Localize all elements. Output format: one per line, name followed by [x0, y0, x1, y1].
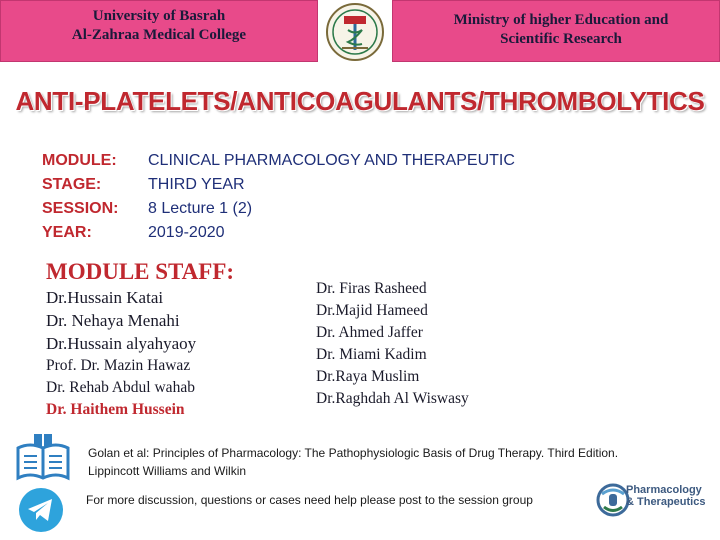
staff-member: Dr.Raghdah Al Wiswasy: [316, 390, 469, 407]
pharmacology-brand: [596, 478, 708, 524]
page-title: ANTI-PLATELETS/ANTICOAGULANTS/THROMBOLYTICS: [15, 86, 705, 116]
module-label: MODULE:: [42, 152, 117, 169]
staff-member: Dr.Majid Hameed: [316, 302, 428, 319]
ministry-name: Ministry of higher Education and: [453, 12, 669, 28]
module-staff-right: [316, 278, 469, 410]
staff-member: Dr. Rehab Abdul wahab: [46, 379, 195, 396]
staff-member: Dr. Ahmed Jaffer: [316, 324, 423, 341]
header-right-banner: [392, 0, 720, 62]
college-name: Al-Zahraa Medical College: [71, 27, 247, 43]
pharmacology-brand-icon: [596, 480, 630, 520]
session-label: SESSION:: [42, 200, 119, 217]
module-staff-left: [46, 258, 234, 421]
brand-line: & Therapeutics: [626, 496, 706, 508]
reference-line: Golan et al: Principles of Pharmacology: The Pathophysiologic Basis of Drug Therapy. Third Edition.: [88, 446, 619, 460]
brand-line: Pharmacology: [626, 484, 702, 496]
reference-citation: [88, 444, 698, 480]
ministry-name-cont: Scientific Research: [500, 31, 622, 47]
book-icon: [14, 434, 72, 482]
staff-member: Dr.Hussain Katai: [46, 288, 164, 307]
header-left-banner: [0, 0, 318, 62]
staff-member: Dr. Nehaya Menahi: [46, 311, 180, 330]
stage-label: STAGE:: [42, 176, 102, 193]
staff-member: Dr. Miami Kadim: [316, 346, 427, 363]
discussion-note: For more discussion, questions or cases need help please post to the session group: [86, 493, 533, 507]
staff-member: Dr.Hussain alyahyaoy: [46, 334, 197, 353]
brand-text: [626, 484, 705, 508]
university-name: University of Basrah: [92, 8, 226, 24]
session-value: 8 Lecture 1 (2): [148, 200, 253, 217]
staff-member: Prof. Dr. Mazin Hawaz: [46, 357, 191, 374]
module-value: CLINICAL PHARMACOLOGY AND THERAPEUTIC: [148, 152, 515, 169]
telegram-icon[interactable]: [18, 487, 64, 533]
staff-member: Dr. Firas Rasheed: [316, 280, 427, 297]
staff-member: Dr.Raya Muslim: [316, 368, 420, 385]
college-logo-icon: [324, 2, 386, 62]
module-staff-heading: MODULE STAFF:: [46, 259, 235, 284]
stage-value: THIRD YEAR: [148, 176, 245, 193]
reference-line: Lippincott Williams and Wilkin: [88, 464, 247, 478]
year-label: YEAR:: [42, 224, 92, 241]
year-value: 2019-2020: [148, 224, 225, 241]
staff-member-highlighted: Dr. Haithem Hussein: [46, 401, 185, 418]
